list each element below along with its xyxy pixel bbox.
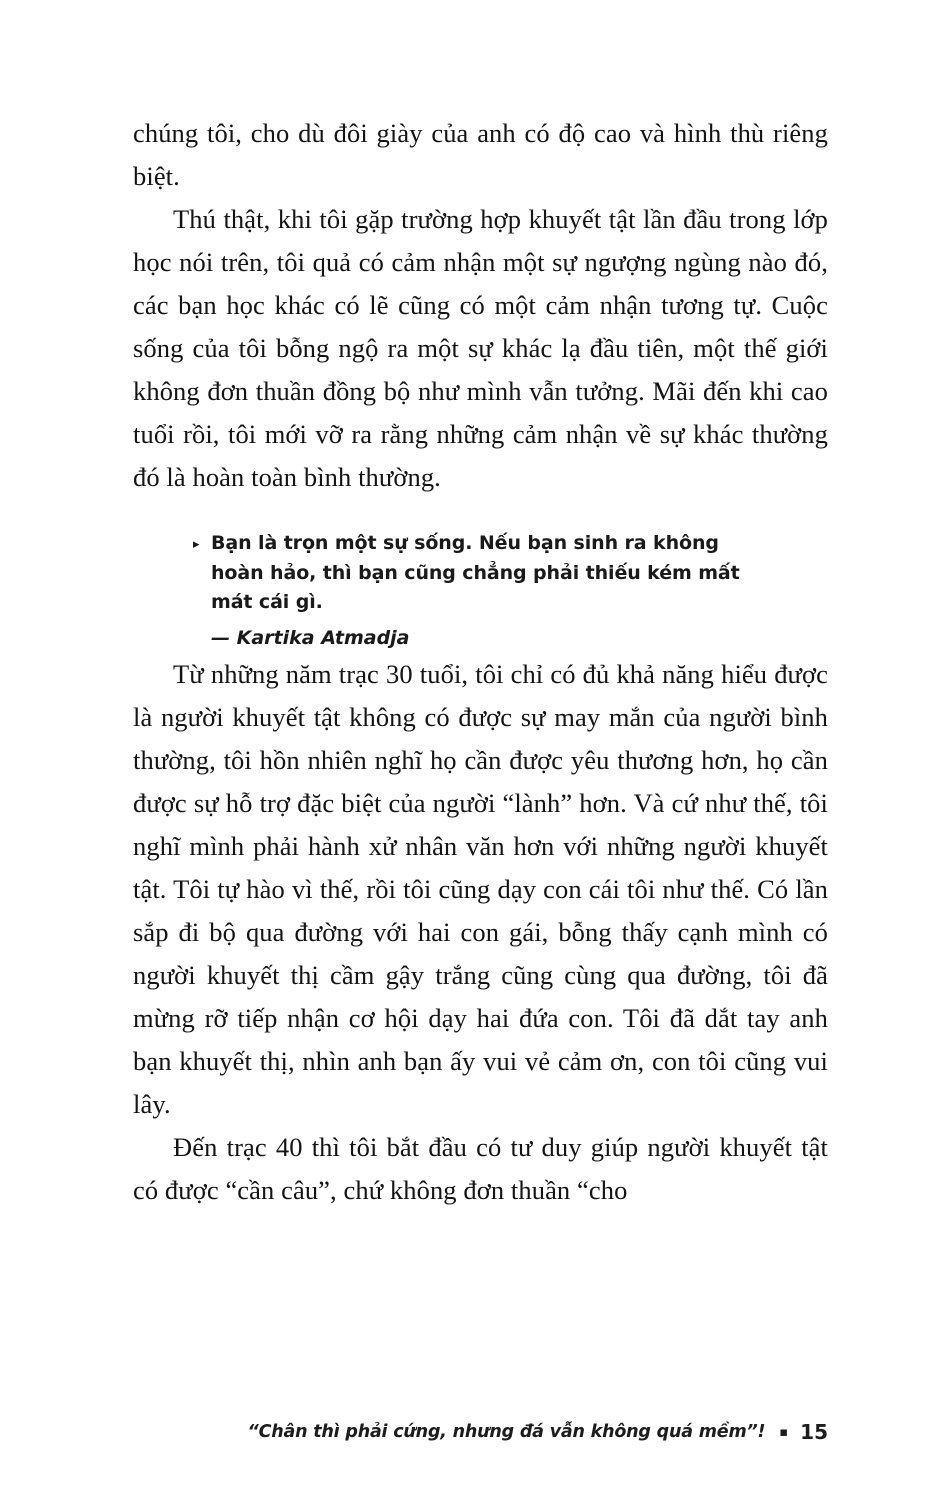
pullquote-attribution: — Kartika Atmadja xyxy=(211,626,410,649)
paragraph-2: Thú thật, khi tôi gặp trường hợp khuyết tật lần đầu trong lớp học nói trên, tôi quả có cảm nhận một sự ngượng ngùng nào đó, các bạn học khác có lẽ cũng có một cảm nhận tương tự. Cuộc sống của tôi bỗng ngộ ra một sự khác lạ đầu tiên, một thế giới không đơn thuần đồng bộ như mình vẫn tưởng. Mãi đến khi cao tuổi rồi, tôi mới vỡ ra rằng những cảm nhận về sự khác thường đó là hoàn toàn bình thường. xyxy=(133,204,828,492)
footer-separator-icon: ▪ xyxy=(779,1424,789,1440)
pullquote-text-wrapper xyxy=(193,529,741,618)
paragraph-3: Từ những năm trạc 30 tuổi, tôi chỉ có đủ khả năng hiểu được là người khuyết tật không có được sự may mắn của người bình thường, tôi hồn nhiên nghĩ họ cần được yêu thương hơn, họ cần được sự hỗ trợ đặc biệt của người “lành” hơn. Và cứ như thế, tôi nghĩ mình phải hành xử nhân văn hơn với những người khuyết tật. Tôi tự hào vì thế, rồi tôi cũng dạy con cái tôi như thế. Có lần sắp đi bộ qua đường với hai con gái, bỗng thấy cạnh mình có người khuyết thị cầm gậy trắng cũng cùng qua đường, tôi đã mừng rỡ tiếp nhận cơ hội dạy hai đứa con. Tôi đã dắt tay anh bạn khuyết thị, nhìn anh bạn ấy vui vẻ cảm ơn, con tôi cũng vui lây. xyxy=(133,658,828,1119)
page-number: 15 xyxy=(800,1420,828,1444)
running-title: “Chân thì phải cứng, nhưng đá vẫn không quá mềm”! xyxy=(247,1422,766,1442)
pullquote-text: Bạn là trọn một sự sống. Nếu bạn sinh ra không hoàn hảo, thì bạn cũng chẳng phải thiếu kém mất mát cái gì. xyxy=(211,532,740,613)
page-content xyxy=(133,112,828,1212)
pullquote xyxy=(133,529,828,653)
bullet-icon: ▸ xyxy=(193,537,200,552)
paragraph-1: chúng tôi, cho dù đôi giày của anh có độ cao và hình thù riêng biệt. xyxy=(133,118,828,191)
page-footer xyxy=(133,1420,828,1444)
paragraph-4: Đến trạc 40 thì tôi bắt đầu có tư duy giúp người khuyết tật có được “cần câu”, chứ không đơn thuần “cho xyxy=(133,1131,828,1205)
